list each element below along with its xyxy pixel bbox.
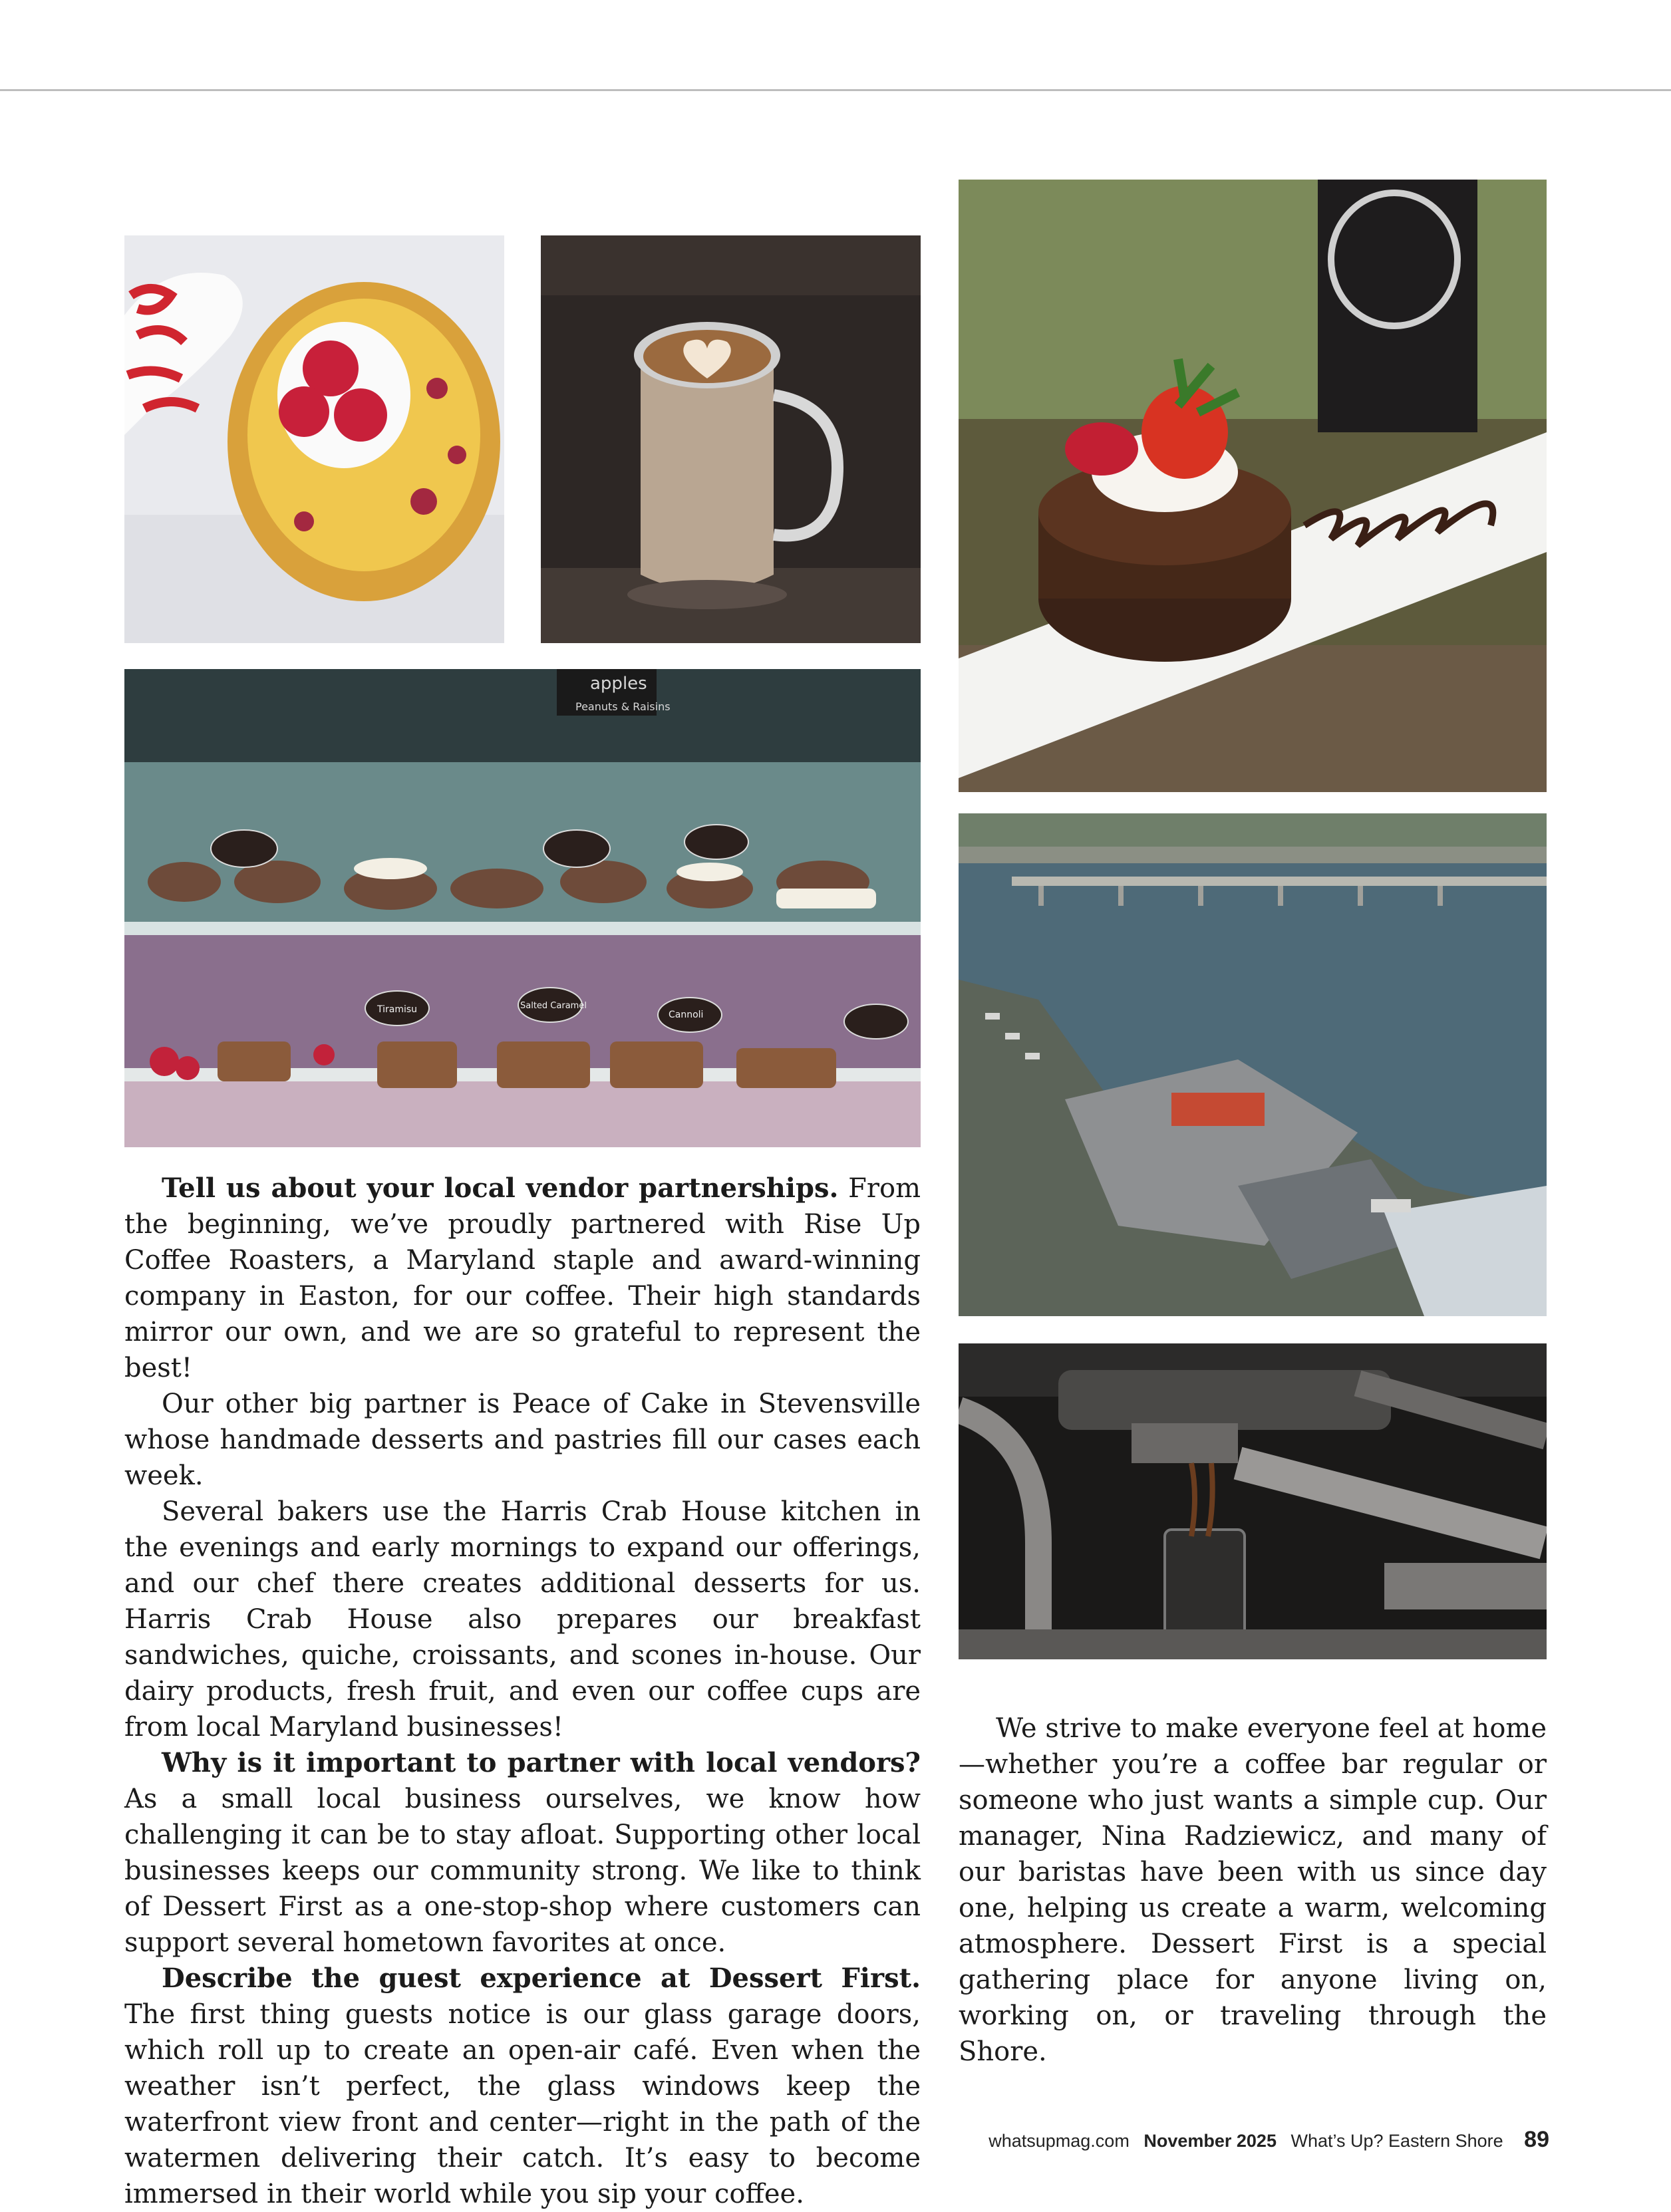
paragraph-vendor-partnerships: Tell us about your local vendor partnerships. From the beginning, we’ve proudly partnered with Rise Up Coffee Roasters, a Maryland staple and award-winning company in Easton, for our coffee. Their high standards mirror our own, and we are so grateful to represent the best! [124,1173,921,1383]
latte-photo [541,235,921,643]
paragraph-bakers: Several bakers use the Harris Crab House kitchen in the evenings and early mornings to expand our offerings, and our chef there creates additional desserts for us. Harris Crab House also prepares our breakfast sandwiches, quiche, croissants, and scones in-house. Our dairy products, fresh fruit, and even our coffee cups are from local Maryland businesses! [124,1496,921,1742]
page-footer [979,2127,1549,2153]
tart-photo [124,235,504,643]
page-number: 89 [1524,2127,1549,2152]
chocolate-cake-photo [959,180,1547,792]
case-sign-cannoli: Cannoli [669,1010,704,1020]
case-sign-tiramisu: Tiramisu [377,1004,418,1015]
espresso-machine-photo [959,1343,1547,1659]
pastry-case-photo [124,669,921,1147]
paragraph-peace-of-cake: Our other big partner is Peace of Cake in Stevensville whose handmade desserts and pastries fill our cases each week. [124,1389,921,1491]
aerial-waterfront-photo [959,813,1547,1316]
case-sign-salted-caramel: Salted Caramel [520,1001,587,1011]
article-column-right [959,1711,1547,2070]
paragraph-why-local: Why is it important to partner with local vendors? As a small local business ourselves, we know how challenging it can be to stay afloat. Supporting other local businesses keeps our community strong. We like to think of Dessert First as a one-stop-shop where customers can support several hometown favorites at once. [124,1747,921,1958]
case-sign-peanuts: Peanuts & Raisins [575,700,671,713]
footer-issue-month: November 2025 [1143,2131,1277,2151]
paragraph-feel-at-home: We strive to make everyone feel at home—whether you’re a coffee bar regular or someone who just wants a simple cup. Our manager, Nina Radziewicz, and many of our baristas have been with us since day one, helping us create a warm, welcoming atmosphere. Dessert First is a special gathering place for anyone living on, working on, or traveling through the Shore. [959,1713,1547,2067]
paragraph-guest-experience: Describe the guest experience at Dessert First. The first thing guests notice is our glass garage doors, which roll up to create an open-air café. Even when the weather isn’t perfect, the glass windows keep the waterfront view front and center—right in the path of the watermen delivering their catch. It’s easy to become immersed in their world while you sip your coffee. [124,1963,921,2209]
header-rule [0,89,1671,91]
footer-publication: What’s Up? Eastern Shore [1291,2131,1503,2151]
article-column-left [124,1171,921,2212]
footer-site-link[interactable]: whatsupmag.com [988,2131,1130,2151]
case-sign-apples: apples [590,674,647,694]
